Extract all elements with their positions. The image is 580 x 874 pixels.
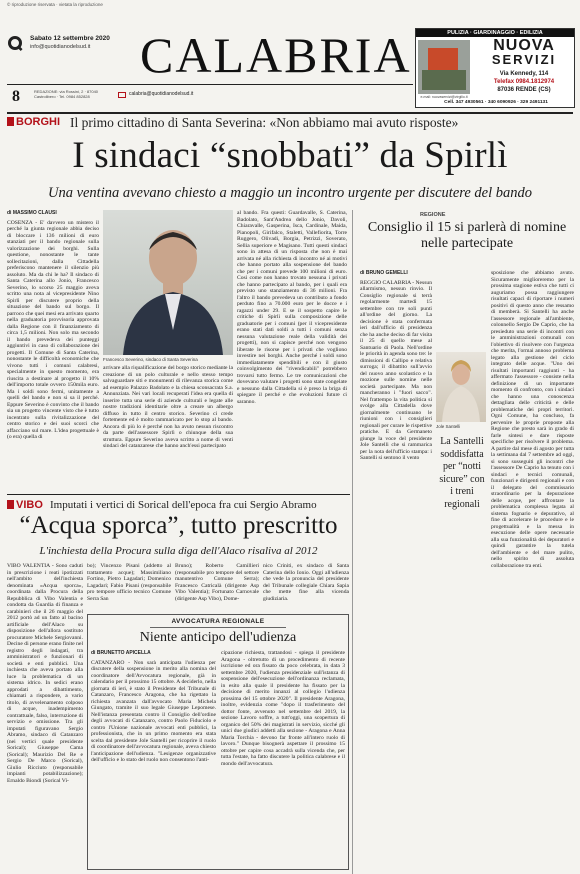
article3-kicker: AVVOCATURA REGIONALE (171, 618, 265, 625)
sidebar-photo-caption: Jole Santelli (436, 424, 461, 429)
ad-side-text: e-mail: nuovaservizi@virgilio.it (420, 95, 468, 99)
ad-brand-line2: SERVIZI (491, 52, 557, 67)
page-number: 8 (12, 88, 20, 105)
article1-text-2: arrivare alla riqualificazione del borgo storico mediante la creazione di un polo culturale e nello stesso tempo salvaguardare siti e monumenti di rilevanza storica come ad esempio Palazzo Badolato e la chiesa sconsacrata S.a. Annunziata. Nei vari locali recuperati l'idea era quella di inserire tutta una serie di aziende culturali e legate alle nostre tradizioni identitarie oltre a creare un albergo diffuso in tutto il centro storico. Severino ci crede fortemente ed è molto rammaricato per lo stop al bando. Ancora di più lo è perché non ha avuto nessun riscontro da parte dell'assessore Spirlì o chiunque della sua struttura. Eppure Severino aveva scritto a nome di venti sindaci del catanzarese che hanno anch'essi partecipato (103, 365, 233, 449)
article1-headline: I sindaci “snobbati” da Spirlì (72, 135, 508, 176)
article1-text-1: COSENZA - E' davvero un mistero il perché la giunta regionale abbia deciso di bloccare i 136 milioni di euro stanziati per il bando regionale sulla valorizzazione dei borghi. Sulla questione, nonostante le tante sollecitazioni, dalla Cittadella preferiscono mantenere il silenzio più assoluto. Ma da chi le ha? Il sindaco di Santa Caterina allo Jonio, Francesco Severino, lo scorso 25 maggio aveva scritto una nota al vicepresidente Nino Spirlì per discutere proprio della situazione del bando sul borgo. Il parroco che quei mesi era arrivato quarto nella graduatoria provvisoria approvata dalla Regione con il finanziamento di circa 1,5 milioni. Non solo ma secondo il bando prevedeva dei punteggi aggiuntivi in caso di collaborazione dei progetti. Il Comune di Santa Caterina, nonostante le difficoltà economiche che vivono tutti i comuni calabresi, specialmente in questo momento, era riuscita a destinare al progetto il 10% dell'importo totale ovvero 150mila euro. Ma i soldi sono fermi, unitamente a quelli del bando e non si sa il perché. Eppure Severino è convinto che il bando sia un progetto vincente visto che è tutto incentrato sulla rivitalizzazione del centro storico e dei suoi scorci che affacciano sul mare. L'idea progettuale è (o era) quella di (7, 219, 99, 440)
ad-city: 87036 RENDE (CS) (497, 87, 551, 93)
article3-kicker-rule (150, 627, 286, 628)
article2-column-3 (175, 563, 259, 611)
section-email[interactable]: calabria@quotidianodelsud.it (129, 91, 194, 97)
ad-brand-line1: NUOVA (493, 37, 555, 54)
article2-column-4 (263, 563, 349, 611)
ad-brand (474, 39, 574, 67)
article1-kicker: BORGHI (16, 116, 60, 128)
sidebar-text-1: REGGIO CALABRIA - Nessun allarmismo, nessun rinvio. Il Consiglio regionale si terrà regolarmente martedì 15 settembre con tre soli punti all'ordine del giorno. La decisione è stata confermata ieri dall'ufficio di presidenza che ha anche deciso di far visita il 25 di quello mese al Santuario di Paola. Nell'ordine le priorità in agenda sono tre: le dimissioni di Callipo e relativa surroga; il dibattito sull'avvio del nuovo anno scolastico e la mozione sulle nomine nelle società partecipate. Ma non mancheranno i "fuori sacco". Nel frattempo la vita politica si svolge alla Cittadella dove giornalmente continuano le riunioni con i consiglieri regionali per curare le rispettive pratiche. E da Germaneto giunge la voce del presidente Jole Santelli che si rammarica per la nota dell'ufficio stampa: i Santelli si sentono il vento (360, 279, 432, 461)
article3-byline: di BRUNETTO APICELLA (91, 650, 151, 656)
article3-column-1 (91, 650, 216, 866)
article2-subhead: L'inchiesta della Procura sulla diga dell'Alaco risaliva al 2012 (39, 545, 318, 557)
article3-headline: Niente anticipo dell'udienza (139, 630, 297, 645)
sidebar-pull-quote: La Santelli soddisfatta per “notti sicure” con i treni regionali (439, 436, 485, 510)
sidebar-headline: Consiglio il 15 si parlerà di nomine nelle partecipate (367, 220, 567, 251)
article2-column-2 (87, 563, 171, 611)
sidebar-divider (352, 210, 353, 874)
article3-text-2: cipazione richiesta, trattandosi - spiega il presidente Aragona - oltretutto di un procedimento di recente iscrizione ed ora fissato da poco celebrata, in data 3 settembre 2020, l'udienza presidenziale sull'istanza di sospensione dell'esecuzione dell'ordinanza reclamata, in esito alla quale il presidente ha fissato per la decisione di merito innanzi al collegio l'udienza prossima del 15 ottobre 2020". Il presidente Aragona, inoltre, evidenzia come "dopo il trasferimento del dottor fonte, avvenuto nel settembre del 2019, la sezione Lavoro soffre, a tutt'oggi, una scopertura di organico del 50% dei magistrati in servizio, sicché gli unici due giudici addetti alla sezione - Aragona e Anna Maria Torchia - devono far fronte all'intero ruolo di lavoro." Dunque bisognerà aspettare il prossimo 15 ottobre per capire cosa accadrà sulla vicenda che, per tutta l'estate, ha fatto discutere la politica calabrese e il mondo dell'avvocatura. (221, 650, 345, 767)
article1-photo (103, 210, 233, 355)
article2-kicker-block (7, 500, 14, 509)
article1-subhead: Una ventina avevano chiesto a maggio un incontro urgente per discutere del bando (47, 185, 533, 201)
redazione-info: REDAZIONE: via Rossini, 2 · 87040 Castrolibero · Tel. 0984 852828 (34, 89, 99, 99)
copyright-line: © riproduzione riservata · vietata la riproduzione (7, 2, 103, 7)
section-title: CALABRIA (140, 27, 412, 83)
sidebar-kicker: REGIONE (420, 212, 446, 218)
article2-text-2: bo); Vincenzo Pisani (addetto al trattamento acque); Massimiliano Fortino, Pietro Lagadari; Domenico Lagadari; Fabio Pisani (responsabile pro tempore ufficio tecnico Comune Serra San (87, 563, 171, 602)
search-logo-icon (8, 36, 24, 52)
article2-text-4: nico Criniti, ex sindaco di Santa Caterina dello Ionio. Oggi all'udienza che vede la pronuncia del presidente del Tribunale collegiale Chiara Sapia che mette fine alla vicenda giudiziaria. (263, 563, 349, 602)
article2-headline: “Acqua sporca”, tutto prescritto (19, 512, 338, 539)
article3-column-2 (221, 650, 345, 866)
ad-address: Via Kennedy, 114 (499, 71, 549, 77)
advertisement[interactable] (415, 28, 575, 108)
sidebar-photo (436, 352, 486, 422)
article1-text-3: al bando. Fra questi: Guardavalle, S. Caterina, Badolato, Sant'Andrea dello Jonio, Davoli, Chiaravalle, Gasperina, Isca, Cardinale, Maida, Pianopoli, Girifalco, Staletti, Vallefiorita, Torre Ruggero, Olivadi, Borgia, Petrizzi, Soverato, Sellia superiore e Magisano. Tutti questi sindaci sono in attesa di un risposta che non è mai arrivata né alla richiesta di incontro né ai motivi che hanno portato alla sospensione del bando che per i comuni prevede 100 milioni di euro. Così come non hanno trovato nessuna i privati che hanno partecipato al bando, per i quali era previsto uno stanziamento di 36 milioni. Fra l'altro il bando prevedeva un contributo a fondo perduto fino a 70.000 euro per le docce e i ragazzi under 29. E se il sospetto capire le critiche di Spirlì sulla composizione delle graduatorie per i comuni (per il vicepresidente erano stati dati soldi a tutti i comuni senza nessuna valutazione reale della validità dei progetti), non si capisce perché non vengono liberate le risorse per i privati che vogliono investire nei borghi. Anche perché i soldi sono immediatamente spendibili e con il giusto coinvolgimento dei "rivendicabili" potrebbero trovarsi tutto fermo. Le tre comunicazioni che dovevano valutare i progetti sono state congelate e nessuno dalla Cittadella si è preso la briga di spiegare il perché e che evoluzioni future ci saranno. (237, 210, 347, 405)
sidebar-column-1 (360, 270, 432, 874)
article3-text-1: CATANZARO - Non sarà anticipata l'udienza per discutere della sospensione in merito alla nomina del coordinatore dell'Avvocatura regionale, già in calendario per il prossimo 15 ottobre. A deciderlo, nella giornata di ieri, è stato il Presidente del Tribunale di Catanzaro, Francesco Aragona, che ha rigettato la richiesta avanzata dall'avvocato Maria Michela Giungato, tramite il suo legale Giuseppe Lepomese. Nell'istanza presentata contro il Consiglio dell'ordine degli avvocati di Catanzaro, contro Paolo Fiduciolo e contro l'Unione nazionale avvocati enti pubblici, la professionista, che in un primo momento era stata scelta dal presidente Jole Santelli per ricoprire il ruolo di coordinatore dell'avvocatura regionale, aveva chiesto l'anticipazione dell'udienza. "Lesigenze organizzative dell'ufficio e lo stato del ruolo non consentono l'anti- (91, 659, 216, 763)
masthead-email[interactable]: info@quotidianodelsud.it (30, 44, 91, 50)
masthead-date: Sabato 12 settembre 2020 (30, 35, 110, 42)
top-rule (7, 112, 573, 114)
article1-overline: Il primo cittadino di Santa Severina: «Non abbiamo mai avuto risposte» (70, 115, 459, 130)
article2-text-3: Bruno); Roberto Camillieri (responsabile pro tempore del settore manutentivo Comune Serra); Francesco Catricalà (dirigente Asp Vibo Valentia); Fortunato Carnovale (dirigente Asp Vibo), Dome- (175, 563, 259, 602)
article2-text-1: VIBO VALENTIA - Sono caduti in prescrizione i reati ipotizzati nell'ambito dell'inchiesta denominata «Acqua sporca», coordinata dalla Procura della Repubblica di Vibo Valentia e condotta da Guardia di finanza e carabinieri che il 26 maggio del 2012 portò ad un fatto al bacino artificiale dell'Alaco su disposizione dell'allora sostituto procuratore Michele Sergiovanni. Decine di persone erano finite nel registro degli indagati, tra amministratori e funzionari di società e enti pubblici. Una inchiesta che aveva portato alla luce la problematica di un sistema idrico. In sedici erano approdati a dibattimento, chiamati a rispondere, a vario titolo, di avvelenamento colposo di acque, inadempimento contrattuale, falso, interruzione di servizio e omissione. Tra gli imputati figuravano Sergio Abramo, sindaco di Catanzaro (nei vertici quale presidente Sorical); Giuseppe Cama (Sorical); Maurizio Del Re e Sergio De Marco (Sorical), Giulio Ricciuto (responsabile impianti potabilizzazione); Ernaldo Biondi (Sorical Vi- (7, 563, 83, 784)
sidebar-text-2: sposizione che abbiamo avuto. Sicuramente miglioreremo per la prossima stagione estiva che tutti ci auguriamo possa raggiungere risultati capaci di riportare i numeri positivi di questo anno che ressamo di memberà. Si Santelli ha anche l'assessore regionale all'ambiente, colonnello Sergio De Caprio, che ha presieduto una serie di incontri con le amministrazioni comunali con l'obiettivo di risolvere con l'urgenza che merita, l'ormai annoso problema legato alla gestione del ciclo integrato delle acque. "Uno dei risultati importanti raggiunti - ha affermato l'assessore - consiste nella definizione di un importante momento di confronto, con i sindaci che hanno una conoscenza dettagliata delle criticità e delle problematiche dei propri territori. Ogni Comune, ha concluso, fa pervenire le proprie proposte alla Regione che presto sarà in grado di farle sintesi e dare risposte specifiche per risolvere il problema. A partire dal mese di agosto per tutta la settimana dal 7 settembre ad oggi, si sono susseguiti gli incontri che l'assessore De Caprio ha tenuto con i sindaci e tecnici comunali, funzionari e dirigenti regionali e con il delegato del commissario straordinario per la depurazione delle acque, per affrontare la problematica complessa legata al sistema fognario e depurativo, al fine di accelerare le procedure e le progettualità e la messa in esecuzione delle opere necessarie alla sua funzionalità dei depuratori e quindi garantire la tutela dell'ambiente e del mare pulito, nello spirito di assoluta collaborazione tra enti. (491, 270, 574, 569)
article1-column-1 (7, 210, 99, 492)
ad-photo (418, 40, 470, 94)
masthead-rule (7, 84, 413, 85)
ad-telfax: Telefax 0984.1812974 (493, 79, 555, 85)
ad-header: PULIZIA · GIARDINAGGIO · EDILIZIA (416, 29, 574, 37)
article2-overline: Imputati i vertici di Sorical dell'epoca fra cui Sergio Abramo (50, 499, 317, 511)
sidebar-column-2 (491, 270, 574, 874)
article2-rule (7, 494, 350, 495)
mail-icon (118, 92, 126, 98)
article1-byline: di MASSIMO CLAUSI (7, 210, 57, 216)
article1-photo-caption: Francesco Severino, sindaco di Santa Severina (103, 357, 198, 362)
article1-column-2 (103, 365, 233, 492)
sidebar-byline: di BRUNO GEMELLI (360, 270, 408, 276)
article2-column-1 (7, 563, 83, 869)
article2-kicker: VIBO (16, 499, 43, 511)
kicker-block (7, 117, 14, 126)
ad-phones: Cell. 347 4930561 · 340 6090926 · 329 2491131 (444, 100, 548, 105)
article1-column-3 (237, 210, 347, 492)
